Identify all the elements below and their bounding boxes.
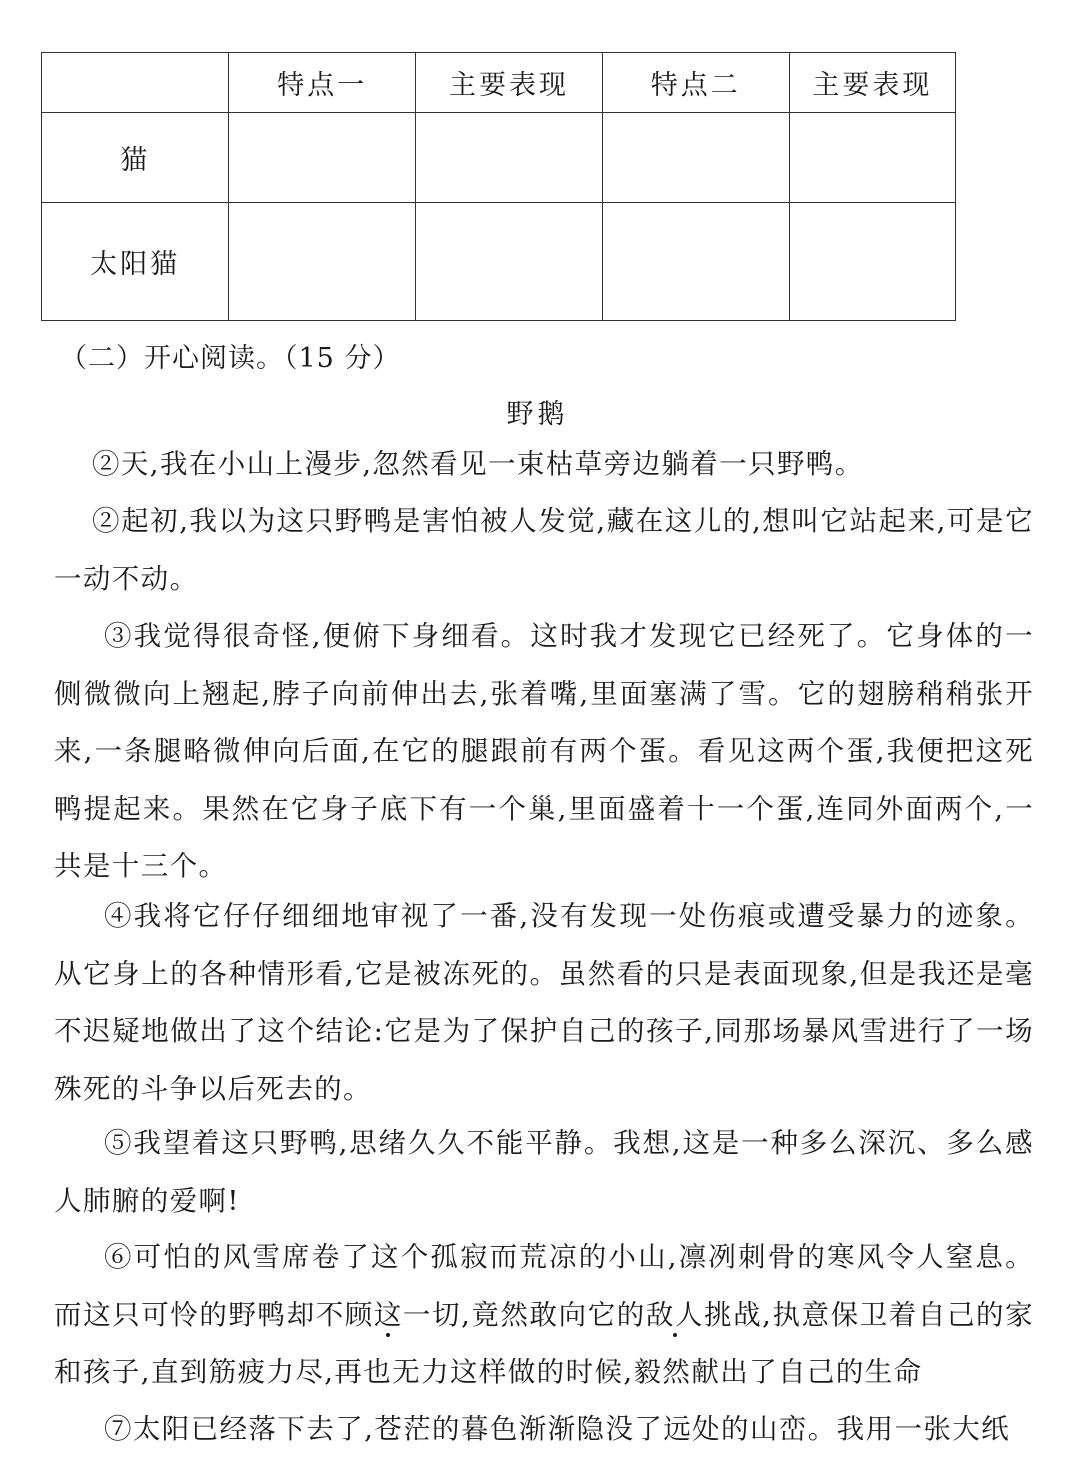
paragraph-4: ④我将它仔仔细细地审视了一番,没有发现一处伤痕或遭受暴力的迹象。从它身上的各种情形看,它是被冻死的。虽然看的只是表面现象,但是我还是毫不迟疑地做出了这个结论:它是为了保护自己的孩子,同那场暴风雪进行了一场殊死的斗争以后死去的。: [54, 900, 1034, 1105]
table-cell: [229, 202, 416, 320]
table-header-cell: [42, 53, 229, 113]
table-header-cell: 主要表现: [416, 53, 602, 113]
table-header-row: [42, 53, 956, 113]
table-row: [42, 202, 956, 320]
table-header-cell: 特点二: [602, 53, 789, 113]
paragraph-3: ③我觉得很奇怪,便俯下身细看。这时我才发现它已经死了。它身体的一侧微微向上翘起,脖子向前伸出去,张着嘴,里面塞满了雪。它的翅膀稍稍张开来,一条腿略微伸向后面,在它的腿跟前有两个蛋。看见这两个蛋,我便把这死鸭提起来。果然在它身子底下有一个巢,里面盛着十一个蛋,连同外面两个,一共是十三个。: [54, 620, 1034, 882]
article-title: 野鹅: [506, 399, 569, 430]
table-cell: [416, 202, 602, 320]
comparison-table: [41, 52, 956, 321]
emphasized-phrase: 不顾这一切: [315, 1298, 462, 1331]
emphasized-phrase: 敌人: [645, 1298, 705, 1331]
paragraph-1: ②天,我在小山上漫步,忽然看见一束枯草旁边躺着一只野鸭。: [92, 448, 864, 480]
paragraph-5: ⑤我望着这只野鸭,思绪久久不能平静。我想,这是一种多么深沉、多么感人肺腑的爱啊!: [54, 1127, 1034, 1217]
paragraph-7: ⑦太阳已经落下去了,苍茫的暮色渐渐隐没了远处的山峦。我用一张大纸: [104, 1413, 1011, 1445]
row-label: 猫: [42, 113, 229, 202]
paragraph-6: [54, 1229, 1034, 1402]
paragraph-6-text: ,竟然敢向它的: [461, 1298, 646, 1331]
table-cell: [229, 113, 416, 202]
row-label: 太阳猫: [42, 202, 229, 320]
table-row: [42, 113, 956, 202]
table-header-cell: 特点一: [229, 53, 416, 113]
paragraph-2: ②起初,我以为这只野鸭是害怕被人发觉,藏在这儿的,想叫它站起来,可是它一动不动。: [54, 505, 1034, 595]
table-cell: [789, 202, 955, 320]
paragraph-6-text: 挑战,执意保卫着自己的家和孩子,直到筋疲力尽,再也无力这样做的时候,毅然献出了自己的生命: [54, 1298, 1034, 1388]
table-header-cell: 主要表现: [789, 53, 955, 113]
table-cell: [789, 113, 955, 202]
table-cell: [602, 202, 789, 320]
table-cell: [602, 113, 789, 202]
section-heading: （二）开心阅读。（15 分）: [60, 343, 401, 374]
table-cell: [416, 113, 602, 202]
paragraph-6-text: ⑥可怕的风雪席卷了这个孤寂而荒凉的小山,凛冽刺骨的寒风令人窒息。而这只可怜的野鸭却: [54, 1241, 1034, 1331]
